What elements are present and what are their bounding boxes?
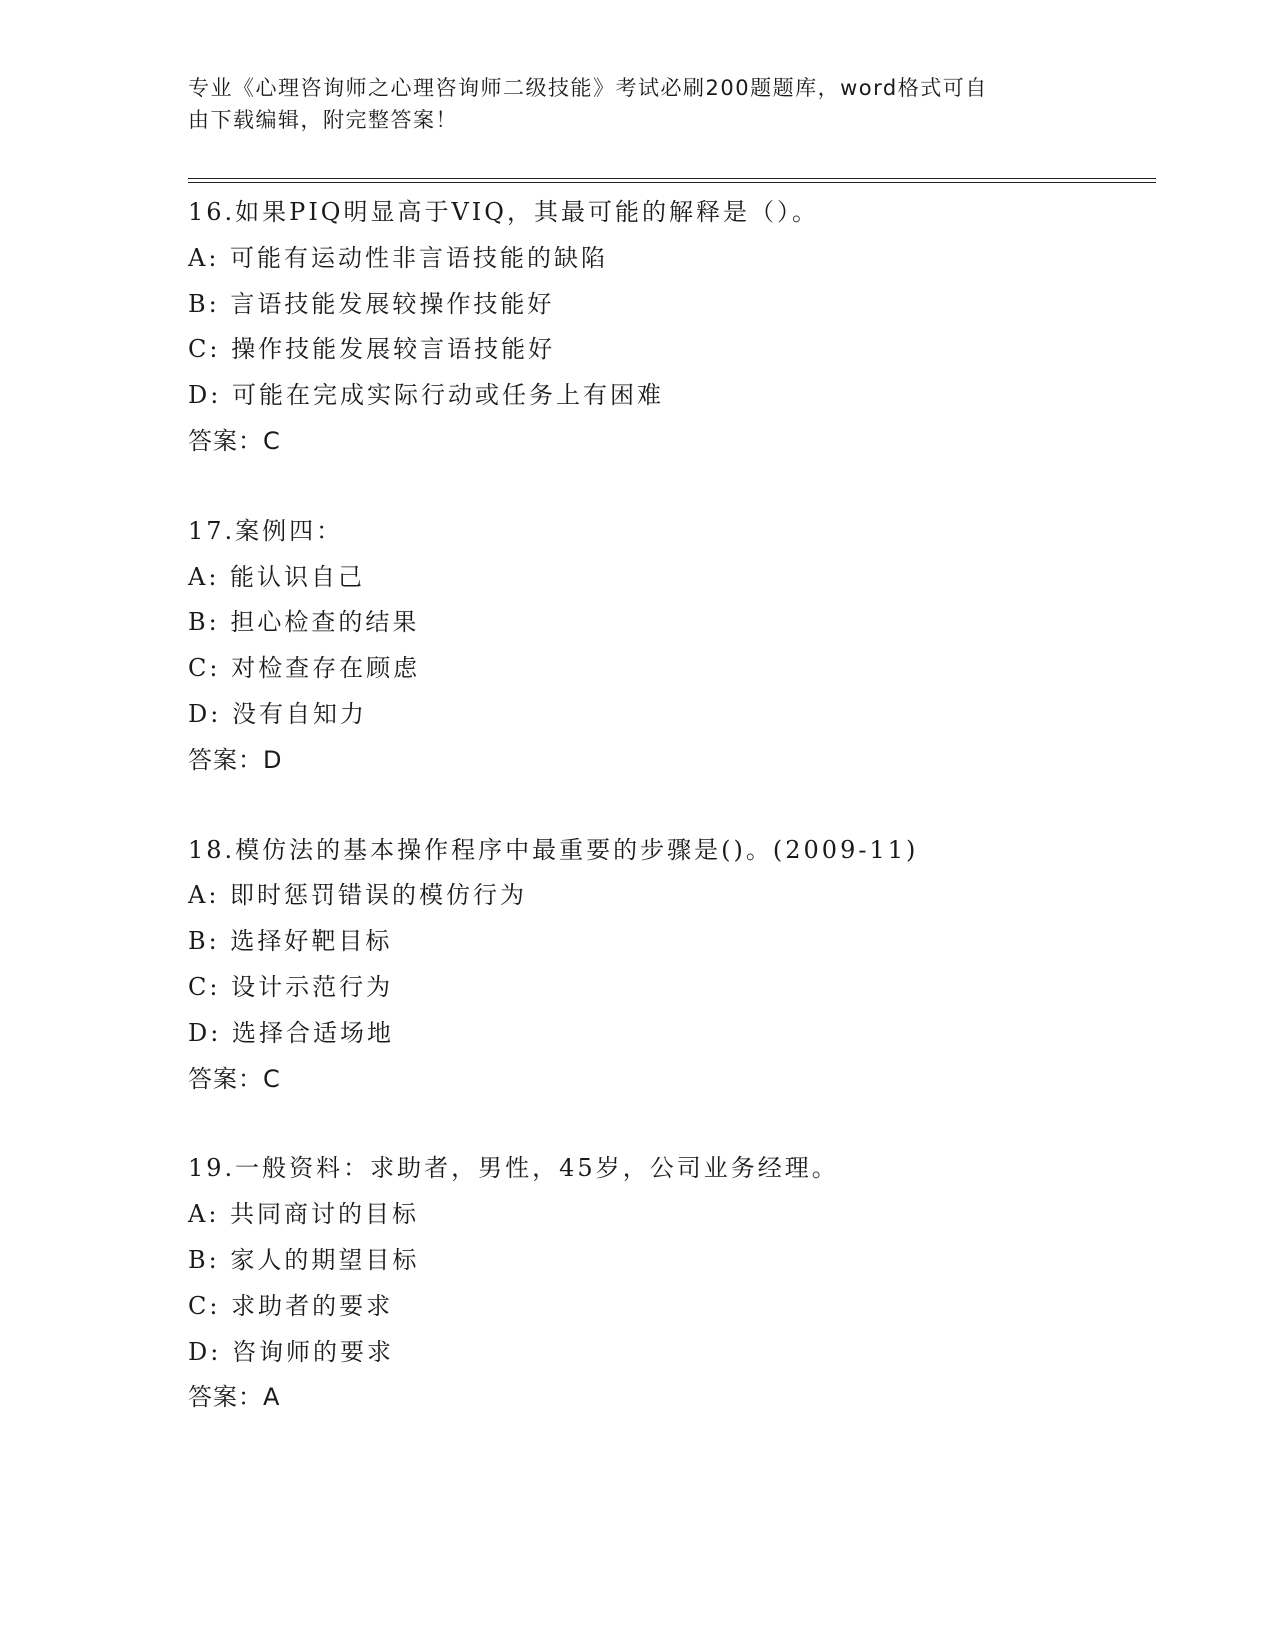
question-list — [188, 190, 1156, 1465]
option-c: C: 求助者的要求 — [188, 1291, 394, 1320]
answer-line: 答案：A — [188, 1383, 281, 1412]
option-a: A: 可能有运动性非言语技能的缺陷 — [188, 243, 609, 272]
question-stem: 16.如果PIQ明显高于VIQ，其最可能的解释是（）。 — [188, 198, 819, 226]
option-a: A: 能认识自己 — [188, 562, 366, 591]
answer-line: 答案：D — [188, 745, 283, 774]
option-b: B: 选择好靶目标 — [188, 927, 393, 956]
header-line-1: 专业《心理咨询师之心理咨询师二级技能》考试必刷200题题库，word格式可自 — [188, 76, 988, 100]
option-d: D: 可能在完成实际行动或任务上有困难 — [188, 381, 664, 410]
question-18 — [188, 828, 1156, 1103]
option-c: C: 设计示范行为 — [188, 972, 394, 1001]
option-d: D: 没有自知力 — [188, 699, 367, 728]
question-stem: 17.案例四： — [188, 516, 344, 545]
question-19 — [188, 1146, 1156, 1421]
option-b: B: 家人的期望目标 — [188, 1245, 420, 1274]
document-header — [188, 72, 1068, 136]
question-16 — [188, 190, 1156, 465]
answer-line: 答案：C — [188, 1064, 281, 1093]
question-17 — [188, 509, 1156, 784]
option-d: D: 选择合适场地 — [188, 1018, 394, 1047]
question-stem: 19.一般资料：求助者，男性，45岁，公司业务经理。 — [188, 1154, 839, 1183]
header-line-2: 由下载编辑，附完整答案！ — [188, 108, 458, 132]
answer-line: 答案：C — [188, 426, 281, 455]
option-a: A: 共同商讨的目标 — [188, 1200, 420, 1229]
option-c: C: 操作技能发展较言语技能好 — [188, 335, 556, 364]
question-stem: 18.模仿法的基本操作程序中最重要的步骤是()。(2009-11) — [188, 835, 919, 864]
option-d: D: 咨询师的要求 — [188, 1337, 394, 1366]
option-c: C: 对检查存在顾虑 — [188, 654, 421, 683]
header-divider — [188, 178, 1156, 183]
option-b: B: 言语技能发展较操作技能好 — [188, 289, 555, 318]
option-b: B: 担心检查的结果 — [188, 608, 420, 637]
option-a: A: 即时惩罚错误的模仿行为 — [188, 881, 528, 910]
